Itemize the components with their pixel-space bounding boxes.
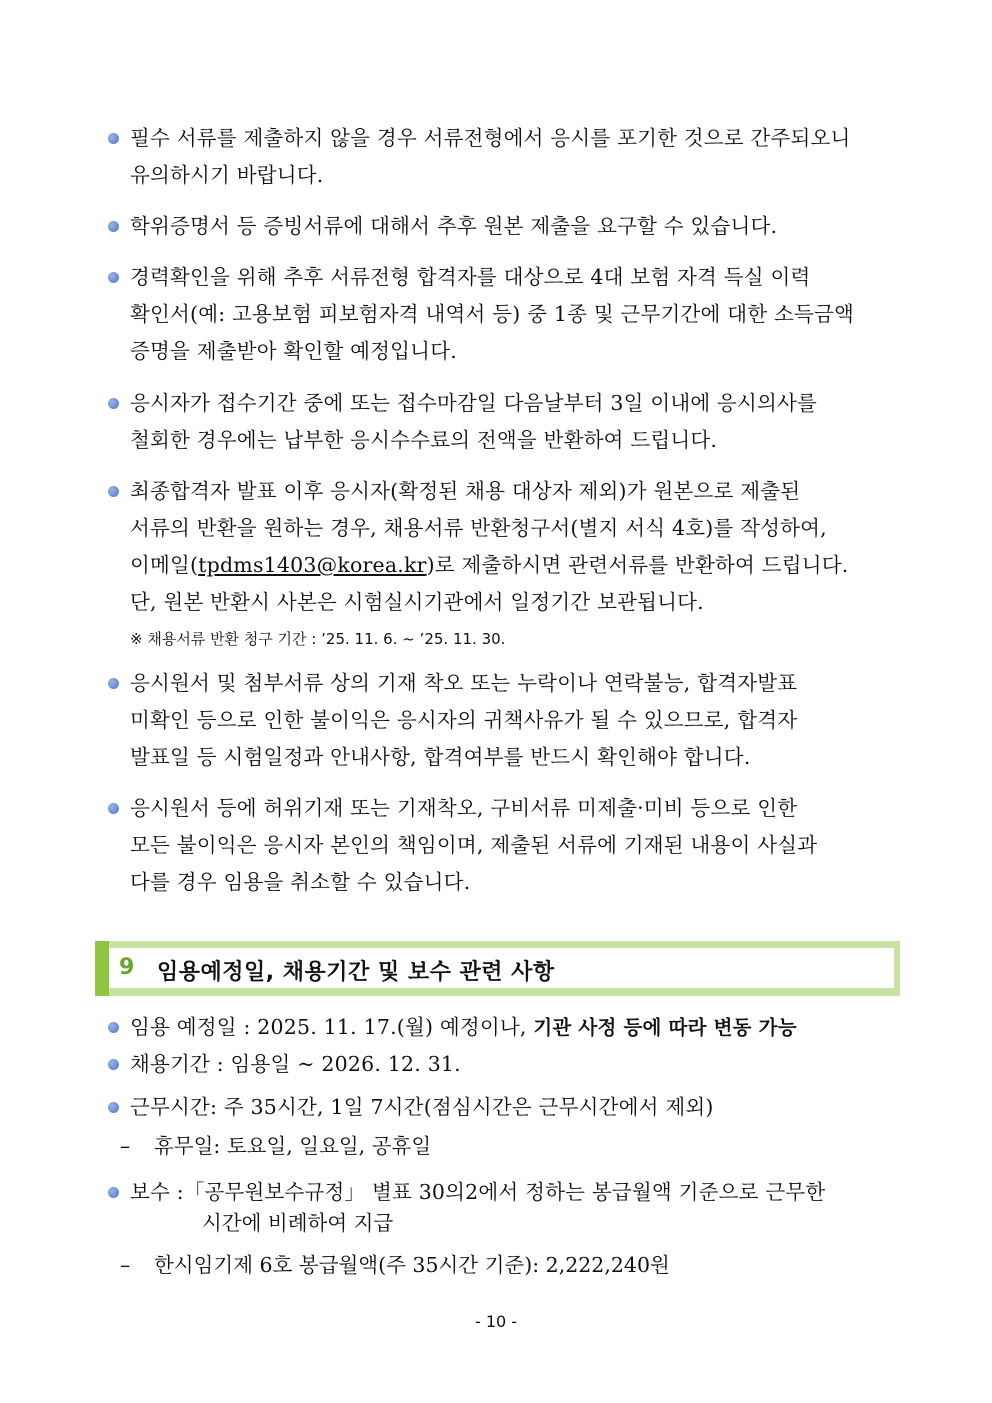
bullet-dot-icon	[108, 398, 119, 409]
bullet-line: 다를 경우 임용을 취소할 수 있습니다.	[130, 870, 471, 894]
bullet-item-employment-period	[108, 1046, 898, 1083]
bullet-dot-icon	[108, 221, 119, 232]
bullet-line: 채용기간 : 임용일 ~ 2026. 12. 31.	[130, 1052, 461, 1076]
return-period-note: ※ 채용서류 반환 청구 기간 : ’25. 11. 6. ~ ’25. 11. 30.	[130, 630, 506, 648]
bullet-dot-icon	[108, 1022, 119, 1033]
bullet-line: 증명을 제출받아 확인할 예정입니다.	[130, 339, 457, 363]
section-header-accent-bar	[95, 941, 109, 996]
holidays-text: 휴무일: 토요일, 일요일, 공휴일	[154, 1134, 432, 1158]
pay-line-continuation: 시간에 비례하여 지급	[202, 1211, 394, 1235]
bullet-line: 보수 :「공무원보수규정」 별표 30의2에서 정하는 봉급월액 기준으로 근무한	[130, 1180, 826, 1204]
bullet-line: 필수 서류를 제출하지 않을 경우 서류전형에서 응시를 포기한 것으로 간주되오니	[130, 126, 851, 150]
appointment-date-text: 임용 예정일 : 2025. 11. 17.(월) 예정이나,	[130, 1015, 534, 1039]
section-header	[95, 941, 900, 996]
dash-mark: –	[120, 1134, 131, 1158]
bullet-dot-icon	[108, 1059, 119, 1070]
bullet-line: 서류의 반환을 원하는 경우, 채용서류 반환청구서(별지 서식 4호)를 작성하여,	[130, 516, 827, 540]
bullet-dot-icon	[108, 803, 119, 814]
bullet-item-document-return	[108, 473, 898, 621]
bullet-dot-icon	[108, 133, 119, 144]
bullet-line	[130, 1009, 898, 1046]
bullet-line: 철회한 경우에는 납부한 응시수수료의 전액을 반환하여 드립니다.	[130, 428, 718, 452]
bullet-item-degree-certificate	[108, 208, 898, 245]
bullet-line: 경력확인을 위해 추후 서류전형 합격자를 대상으로 4대 보험 자격 득실 이력	[130, 265, 811, 289]
bullet-dot-icon	[108, 272, 119, 283]
bullet-line: 발표일 등 시험일정과 안내사항, 합격여부를 반드시 확인해야 합니다.	[130, 745, 751, 769]
bullet-dot-icon	[108, 678, 119, 689]
salary-text: 한시임기제 6호 봉급월액(주 35시간 기준): 2,222,240원	[154, 1253, 670, 1277]
bullet-line: 최종합격자 발표 이후 응시자(확정된 채용 대상자 제외)가 원본으로 제출된	[130, 479, 801, 503]
dash-mark: –	[120, 1253, 131, 1277]
bullet-item-application-errors	[108, 665, 898, 776]
bullet-item-appointment-date	[108, 1009, 898, 1046]
email-link[interactable]: tpdms1403@korea.kr	[198, 553, 427, 577]
bullet-dot-icon	[108, 1187, 119, 1198]
dash-item-salary	[120, 1247, 900, 1284]
email-prefix: 이메일(	[130, 553, 199, 577]
bullet-line: 미확인 등으로 인한 불이익은 응시자의 귀책사유가 될 수 있으므로, 합격자	[130, 708, 798, 732]
section-title: 임용예정일, 채용기간 및 보수 관련 사항	[157, 960, 555, 985]
section-header-top-bar	[95, 941, 900, 948]
bullet-line: 유의하시기 바랍니다.	[130, 163, 324, 187]
dash-item-holidays	[120, 1128, 900, 1165]
section-number: 9	[119, 955, 135, 980]
page-number: - 10 -	[474, 1312, 518, 1331]
bullet-line: 확인서(예: 고용보험 피보험자격 내역서 등) 중 1종 및 근무기간에 대한 소득금액	[130, 302, 854, 326]
bullet-dot-icon	[108, 1102, 119, 1113]
bullet-item-fee-refund	[108, 385, 898, 459]
bullet-line: 학위증명서 등 증빙서류에 대해서 추후 원본 제출을 요구할 수 있습니다.	[130, 214, 778, 238]
email-suffix: )로 제출하시면 관련서류를 반환하여 드립니다.	[426, 553, 849, 577]
bullet-line: 단, 원본 반환시 사본은 시험실시기관에서 일정기간 보관됩니다.	[130, 590, 704, 614]
bullet-line: 모든 불이익은 응시자 본인의 책임이며, 제출된 서류에 기재된 내용이 사실과	[130, 833, 818, 857]
bullet-line: 근무시간: 주 35시간, 1일 7시간(점심시간은 근무시간에서 제외)	[130, 1095, 714, 1119]
appointment-date-emphasis: 기관 사정 등에 따라 변동 가능	[533, 1016, 797, 1039]
bullet-item-working-hours	[108, 1089, 898, 1126]
bullet-item-false-statements	[108, 790, 898, 901]
bullet-line: 응시자가 접수기간 중에 또는 접수마감일 다음날부터 3일 이내에 응시의사를	[130, 391, 818, 415]
bullet-dot-icon	[108, 486, 119, 497]
bullet-item-career-verification	[108, 259, 898, 370]
bullet-line: 응시원서 등에 허위기재 또는 기재착오, 구비서류 미제출·미비 등으로 인한	[130, 796, 798, 820]
bullet-line-email	[130, 547, 898, 584]
bullet-item-required-documents	[108, 120, 898, 194]
bullet-line: 응시원서 및 첨부서류 상의 기재 착오 또는 누락이나 연락불능, 합격자발표	[130, 671, 798, 695]
